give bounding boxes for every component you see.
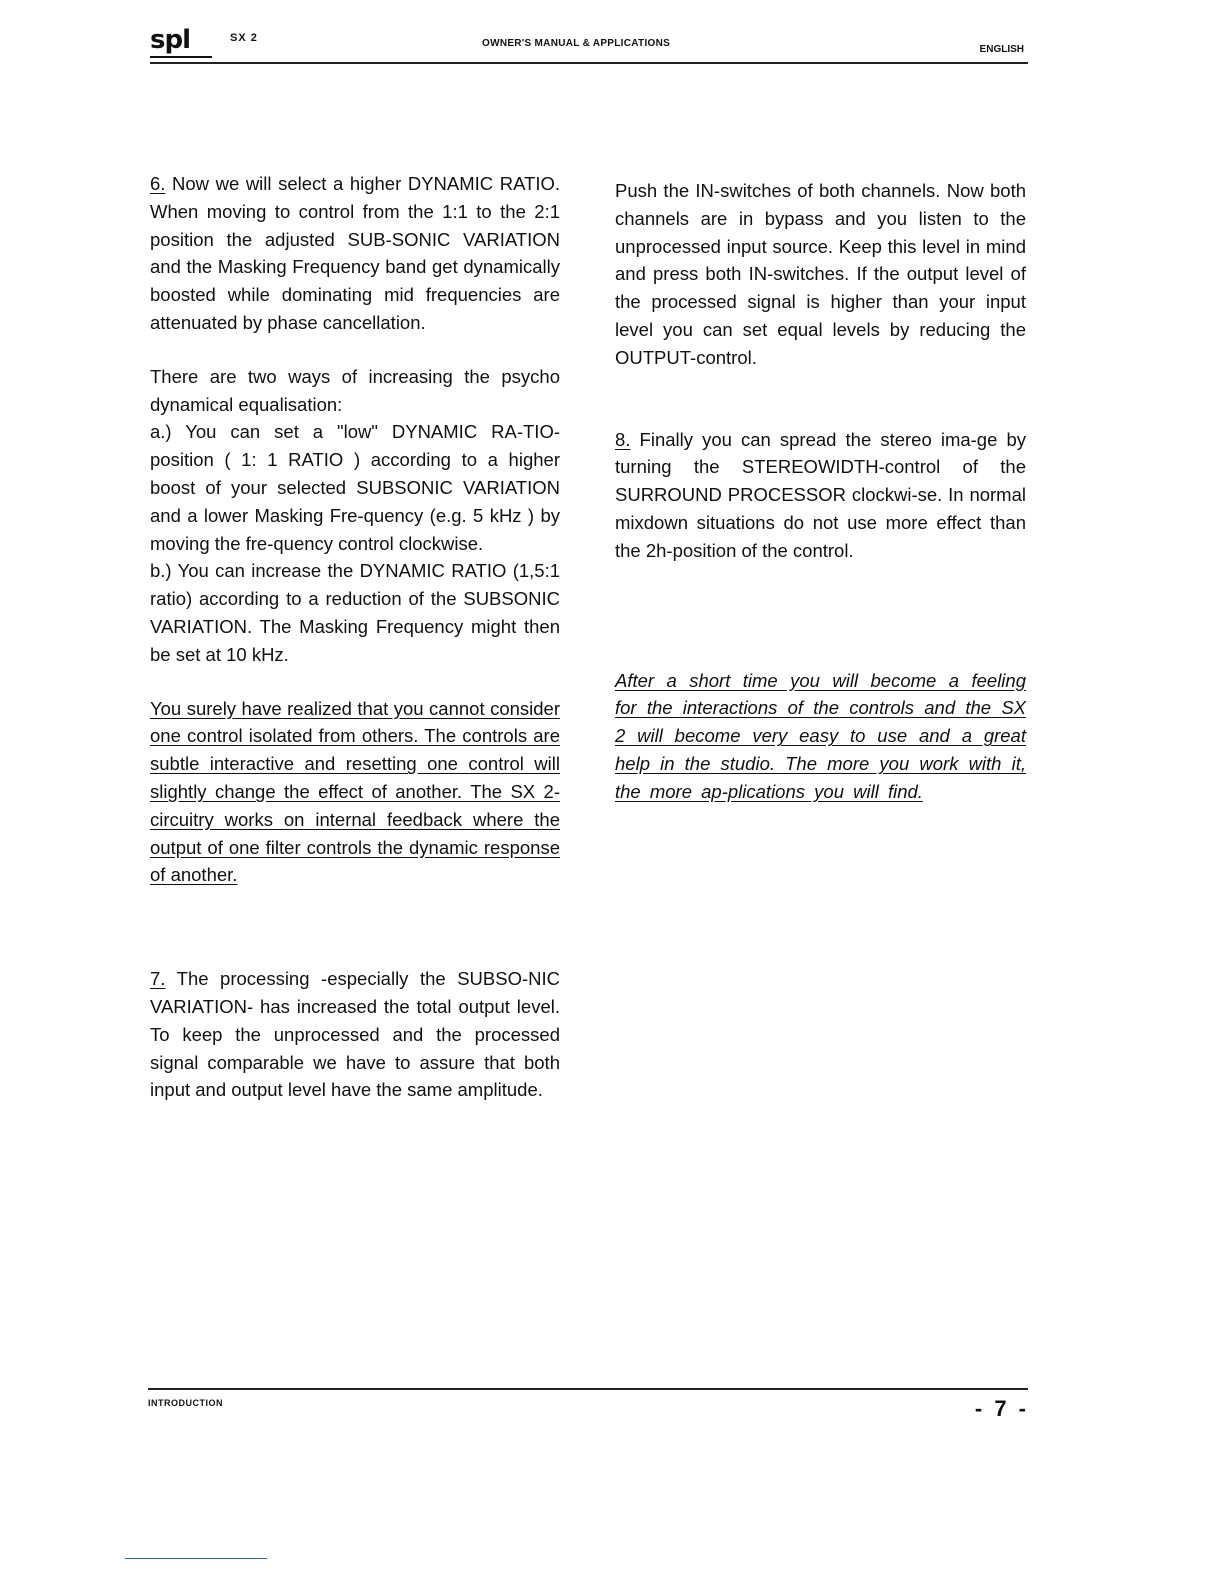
spl-logo: spl [150,25,190,55]
step-7-number: 7. [150,968,166,990]
step-8-number: 8. [615,428,631,450]
logo-underline [150,56,212,58]
step-6-number: 6. [150,173,166,194]
page-header [150,22,1028,68]
step-6-text: Now we will select a higher DYNAMIC RATIO. When moving to control from the 1:1 to the 2:1 position the adjusted SUB-SONIC VARIATION and the Masking Frequency band get dynamically boosted while dominating mid frequencies are attenuated by phase cancellation. [150,173,560,333]
footer-rule [148,1388,1028,1390]
scan-artifact-line [125,1558,267,1559]
interactive-controls-note: You surely have realized that you cannot consider one control isolated from others. The controls are subtle interactive and resetting one control will slightly change the effect of another. The SX 2- circuitry works on internal feedback where the output of one filter controls the dynamic response of another. [150,697,560,886]
step-8-text: Finally you can spread the stereo ima-ge by turning the STEREOWIDTH-control of the SURROUND PROCESSOR clockwi-se. In normal mixdown situations do not use more effect than the 2h-position of the control. [615,428,1027,561]
language-label: ENGLISH [979,44,1024,55]
push-in-switches-paragraph: Push the IN-switches of both channels. Now both channels are in bypass and you listen to the unprocessed input source. Keep this level in mind and press both IN-switches. If the output level of the processed signal is higher than your input level you can set equal levels by reducing the OUTPUT-control. [615,180,1026,368]
ways-intro: There are two ways of increasing the psycho dynamical equalisation: [150,365,560,415]
page-number: - 7 - [974,1396,1026,1421]
right-column [615,177,1026,806]
way-a: a.) You can set a "low" DYNAMIC RA-TIO-position ( 1: 1 RATIO ) according to a higher boost of your selected SUBSONIC VARIATION and a lower Masking Fre-quency (e.g. 5 kHz ) by moving the fre-quency control clockwise. [150,421,560,554]
step-6-paragraph [150,170,560,337]
model-name: SX 2 [230,32,258,44]
manual-title: OWNER'S MANUAL & APPLICATIONS [482,38,671,49]
closing-paragraph: After a short time you will become a feeling for the interactions of the controls and the SX 2 will become very easy to use and a great help in the studio. The more you work with it, the more ap-plications you will find. [615,669,1026,802]
step-8-paragraph [615,426,1026,565]
section-label: INTRODUCTION [148,1398,223,1408]
page-footer [148,1384,1028,1424]
left-column [150,170,560,1104]
step-7-text: The processing -especially the SUBSO-NIC VARIATION- has increased the total output level. To keep the unprocessed and the processed signal comparable we have to assure that both input and output level have the same amplitude. [150,968,560,1101]
step-7-paragraph [150,965,560,1104]
way-b: b.) You can increase the DYNAMIC RATIO (1,5:1 ratio) according to a reduction of the SUBSONIC VARIATION. The Masking Frequency might then be set at 10 kHz. [150,560,560,665]
header-rule [150,62,1028,64]
